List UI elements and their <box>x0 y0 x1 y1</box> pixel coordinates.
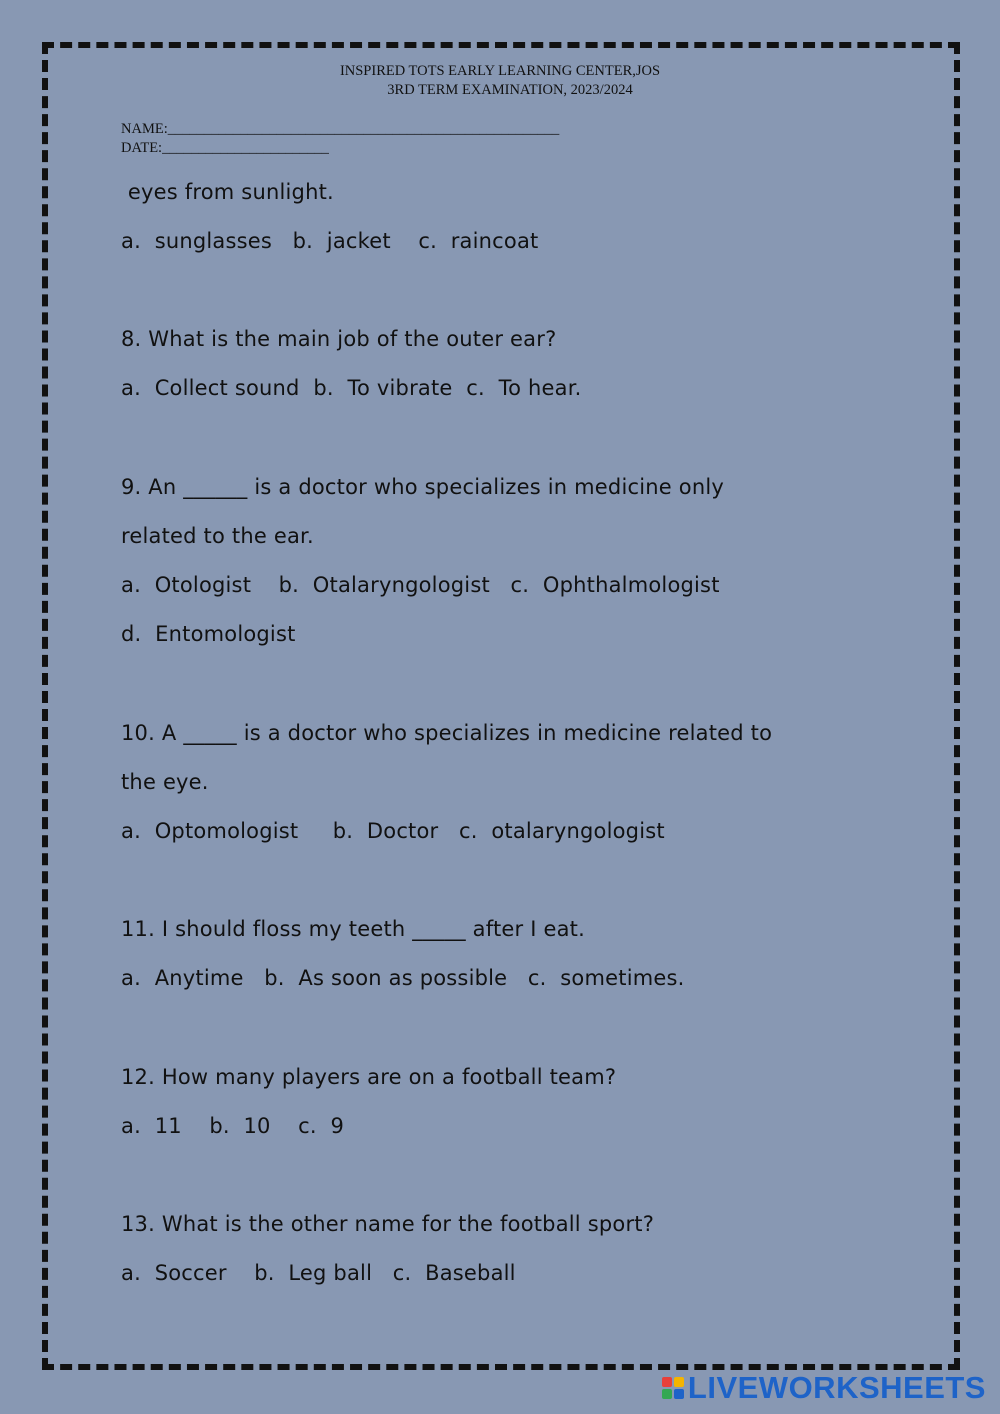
question-8-options: a. Collect sound b. To vibrate c. To hear. <box>121 376 582 400</box>
date-field[interactable]: DATE:_______________________ <box>121 140 329 156</box>
question-13-options: a. Soccer b. Leg ball c. Baseball <box>121 1261 516 1285</box>
question-11-options: a. Anytime b. As soon as possible c. sometimes. <box>121 966 685 990</box>
liveworksheets-logo[interactable] <box>662 1370 986 1406</box>
question-13: 13. What is the other name for the football sport? <box>121 1212 655 1236</box>
question-12: 12. How many players are on a football team? <box>121 1065 617 1089</box>
name-field[interactable]: NAME:______________________________________________________ <box>121 121 560 137</box>
question-9-options: a. Otologist b. Otalaryngologist c. Ophthalmologist <box>121 573 720 597</box>
exam-header <box>0 62 1000 100</box>
brand-text: LIVEWORKSHEETS <box>687 1370 986 1405</box>
question-12-options: a. 11 b. 10 c. 9 <box>121 1114 345 1138</box>
question-10-options: a. Optomologist b. Doctor c. otalaryngologist <box>121 819 665 843</box>
question-9-continuation: related to the ear. <box>121 524 314 548</box>
question-8: 8. What is the main job of the outer ear? <box>121 327 557 351</box>
question-9: 9. An ______ is a doctor who specializes in medicine only <box>121 475 724 499</box>
question-9-option-d: d. Entomologist <box>121 622 296 646</box>
question-11: 11. I should floss my teeth _____ after I eat. <box>121 917 585 941</box>
liveworksheets-icon <box>662 1377 684 1399</box>
exam-title: 3RD TERM EXAMINATION, 2023/2024 <box>387 82 633 98</box>
question-10: 10. A _____ is a doctor who specializes in medicine related to <box>121 721 773 745</box>
question-7-options: a. sunglasses b. jacket c. raincoat <box>121 229 539 253</box>
question-7-continuation: eyes from sunlight. <box>121 180 334 204</box>
school-name: INSPIRED TOTS EARLY LEARNING CENTER,JOS <box>339 63 661 79</box>
question-10-continuation: the eye. <box>121 770 209 794</box>
student-fields <box>121 120 559 158</box>
